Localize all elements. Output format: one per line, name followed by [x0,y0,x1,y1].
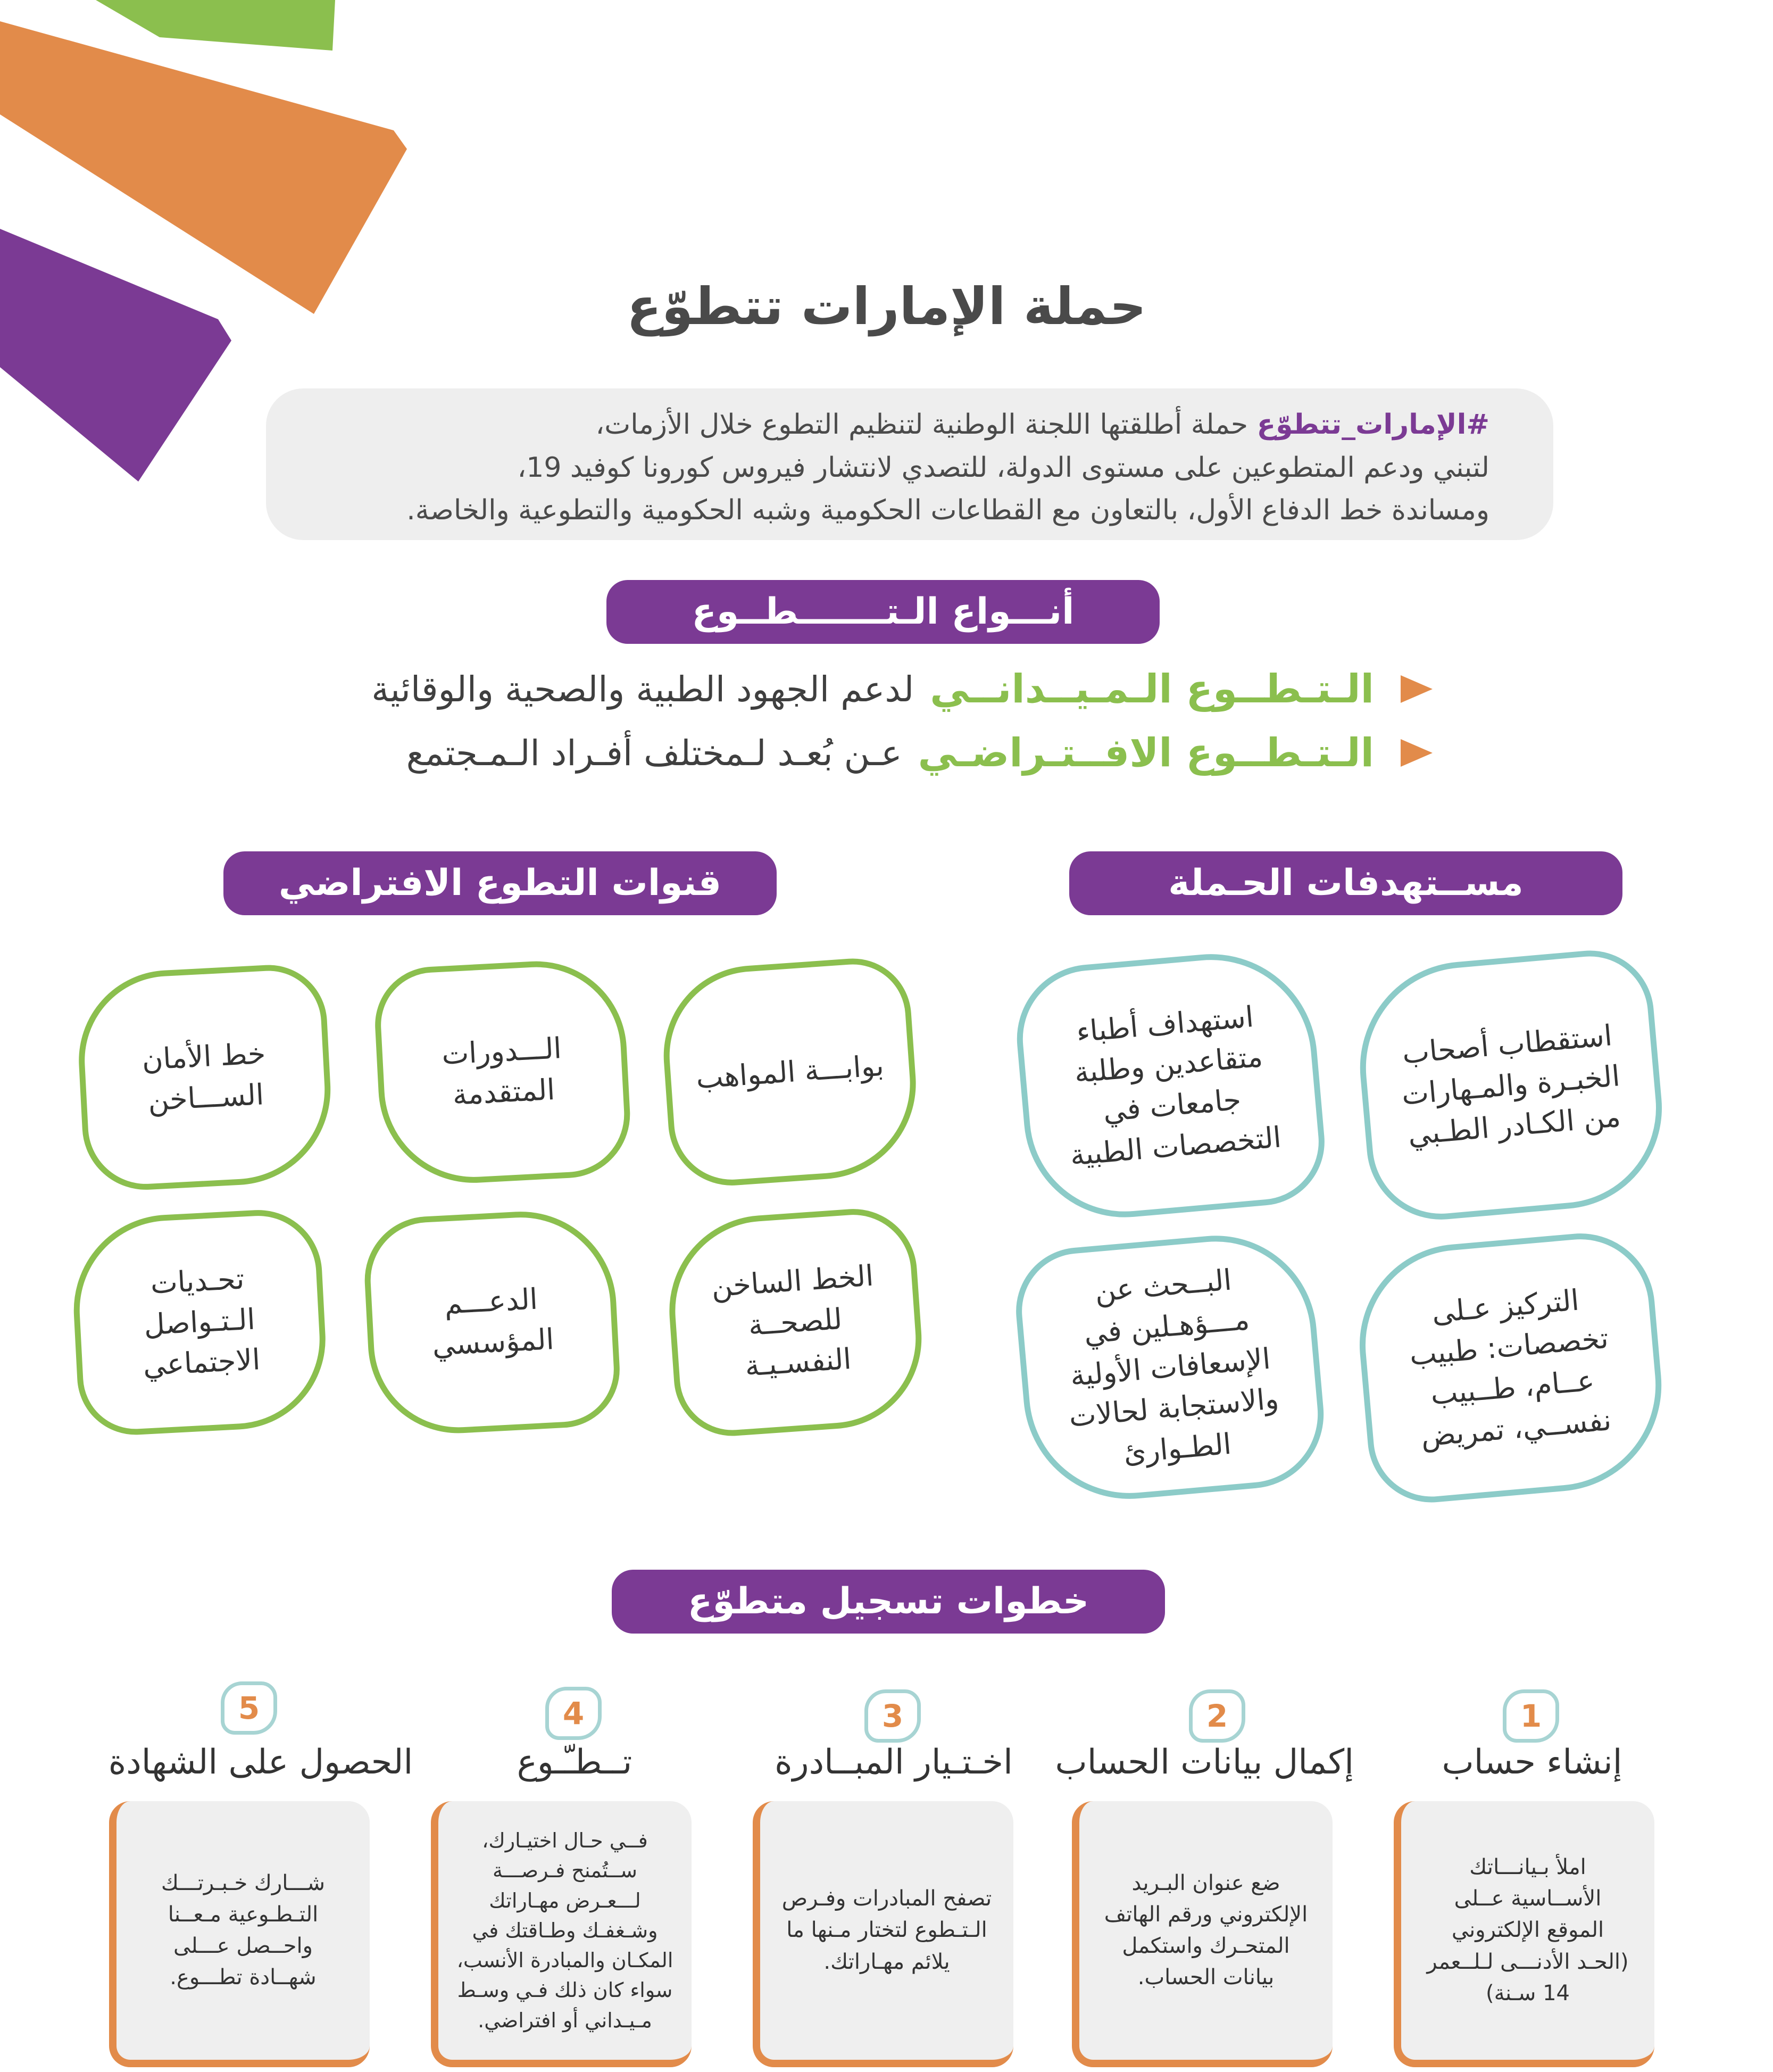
step-3-number: 3 [864,1689,921,1743]
channel-label: الدعـــم المؤسسي [431,1282,555,1362]
step-5-text: شـــارك خـبـرتـــك التـطـوعية مـعــنا واحــصل عـــلى شهــادة تطـــوع. [161,1870,326,1990]
target-label: البــحث عن مـــؤهـلين في الإسعافات الأولية والاستجابة لحالات الطـوارئ [1067,1263,1280,1470]
type-desc: لدعم الجهود الطبية والصحية والوقائية [371,668,914,710]
targets-heading: مســتهدفات الحـملة [1069,851,1622,915]
step-1-text: املأ بـيانـــاتك الأســاسية عــلى الموقع الإلكتروني (الحـد الأدنـــى لـلــعمر 14 سـنة) [1427,1855,1629,2005]
step-4-number: 4 [545,1687,602,1740]
intro-line-1 [303,403,1489,446]
step-5-card [109,1801,370,2067]
channels-heading: قنوات التطوع الافتراضي [223,851,777,915]
target-specialties [1351,1228,1670,1508]
orange-arrow-icon [1401,675,1433,703]
intro-line-3: ومساندة خط الدفاع الأول، بالتعاون مع القطاعات الحكومية وشبه الحكومية والتطوعية والخاصة. [406,494,1489,527]
channel-label: بوابـــة المواهب [695,1048,885,1095]
channel-label: الخط الساخن للصحــة النفسـيـة [710,1258,875,1383]
step-1-title: إنشاء حساب [1442,1743,1622,1782]
channel-label: تحـديات الـتـواصل الاجتماعي [142,1262,261,1382]
intro-box [266,388,1553,540]
intro-line-2: لتبني ودعم المتطوعين على مستوى الدولة، للتصدي لانتشار فيروس كورونا كوفيد 19، [517,451,1489,484]
step-5-title: الحصول على الشهادة [108,1743,413,1782]
channel-mental-health-hotline [663,1205,927,1440]
step-3-card [753,1801,1013,2067]
target-retired-doctors [1011,946,1330,1226]
target-label: التركيز عـلى تخصصات: طبيب عــام، طــبيب نفســي، تمريض [1408,1283,1613,1453]
campaign-hashtag: #الإمارات_تتطوّع [1256,409,1489,441]
channel-label: الـــدورات المتقدمة [440,1031,563,1112]
type-field [371,660,1433,718]
step-1-number: 1 [1503,1689,1559,1743]
channel-social-challenges [69,1207,330,1438]
orange-arrow-icon [1401,739,1433,767]
step-4-card [431,1801,692,2067]
channel-advanced-courses [372,957,634,1188]
intro-text-1: حملة أطلقتها اللجنة الوطنية لتنظيم التطوع خلال الأزمات، [595,409,1248,441]
step-3-text: تصفح المبادرات وفـرص الـتـطوع لتختار مـنها ما يلائم مهـاراتك. [781,1886,992,1974]
step-3-title: اخـتـيار المبــادرة [775,1743,1013,1782]
target-experienced-staff [1351,946,1670,1226]
step-2-number: 2 [1189,1689,1245,1743]
target-first-aid [1011,1228,1330,1508]
page-title: حملة الإمارات تتطوّع [627,277,1146,336]
green-stripe [96,0,335,51]
type-virtual [406,724,1433,782]
type-name: الـتـطــوع الـمـيــدانــي [930,666,1374,712]
types-heading: أنـــواع الـتـــــــطــوع [606,580,1160,644]
step-2-text: ضع عنوان البـريد الإلكتروني ورقم الهاتف المتحـرك واستكمل بيانات الحساب. [1104,1870,1308,1990]
channel-talent-portal [657,955,922,1190]
target-label: استقطاب أصحاب الخبـرة والمـهارات من الكـادر الطـبي [1400,1018,1622,1152]
step-5-number: 5 [221,1681,277,1735]
type-name: الـتـطــوع الافــتـراضـي [918,730,1374,776]
purple-stripe [0,229,231,482]
step-4-text: فــي حـال اختيـارك، ســتُمنح فـرصـــة لـــعـرض مهـاراتك وشـغفـك وطـاقتك في المكـان والمبادرة الأنسب، سواء كان ذلك فـي وسـط مـيـداني أو افتراضي. [456,1829,673,2032]
channel-safety-hotline [74,962,336,1193]
step-4-title: تــطـّـوع [517,1743,632,1782]
step-1-card [1394,1801,1654,2067]
channel-label: خط الأمان الســـاخن [141,1037,267,1117]
step-2-title: إكمال بيانات الحساب [1055,1743,1354,1782]
type-desc: عـن بُعـد لـمختلف أفـراد الـمـجتمع [406,732,902,774]
channel-institutional-support [362,1207,623,1438]
steps-heading: خطوات تسجيل متطوّع [612,1570,1165,1634]
step-2-card [1072,1801,1333,2067]
target-label: استهداف أطباء متقاعدين وطلبة جامعات في التخصصات الطبية [1068,999,1283,1172]
